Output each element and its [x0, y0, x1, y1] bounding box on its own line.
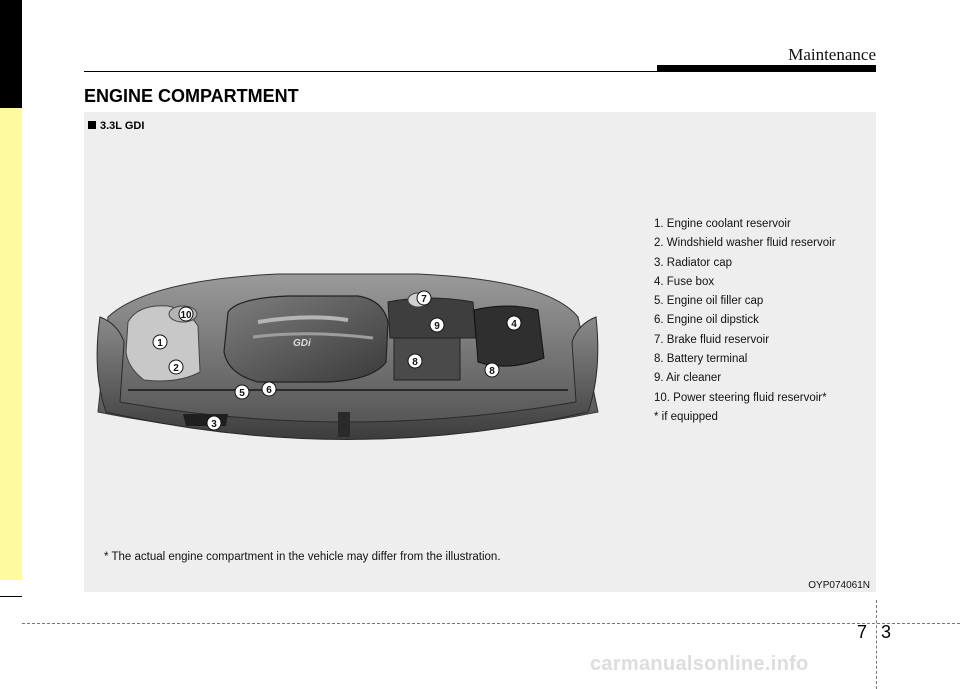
figure-code: OYP074061N [808, 580, 870, 591]
footer-dashed-rule [22, 623, 960, 624]
air-cleaner [388, 298, 476, 338]
fuse-box [474, 306, 544, 366]
header-bar [657, 65, 876, 72]
footer-dashed-divider [876, 600, 877, 689]
callout-number: 6 [266, 385, 272, 396]
legend-item: 10. Power steering fluid reservoir* [654, 391, 827, 404]
legend-item: 1. Engine coolant reservoir [654, 218, 791, 230]
battery [394, 338, 460, 380]
engine-cover-logo: GDi [293, 338, 311, 349]
illustration-footnote: * The actual engine compartment in the vehicle may differ from the illustration. [104, 551, 501, 563]
callout-number: 10 [180, 310, 192, 321]
legend-item: 2. Windshield washer fluid reservoir [654, 237, 836, 250]
callout-number: 4 [511, 319, 517, 330]
square-bullet-icon [88, 121, 96, 129]
watermark-text: carmanualsonline.info [590, 653, 809, 675]
callout-number: 9 [434, 321, 440, 332]
side-tab-yellow [0, 108, 22, 580]
legend-item: 6. Engine oil dipstick [654, 314, 759, 327]
side-tab-black [0, 0, 22, 108]
callout-number: 5 [239, 388, 245, 399]
legend-item: 8. Battery terminal [654, 353, 748, 366]
page-title: ENGINE COMPARTMENT [84, 86, 299, 106]
side-rule [0, 596, 22, 597]
legend-item: 4. Fuse box [654, 275, 715, 288]
callout-number: 7 [421, 294, 427, 305]
header-section-title: Maintenance [788, 45, 876, 64]
legend-footnote: * if equipped [654, 410, 718, 423]
legend-item: 7. Brake fluid reservoir [654, 333, 770, 346]
engine-compartment-illustration [88, 262, 608, 457]
callout-number: 1 [157, 338, 163, 349]
page-number: 3 [881, 622, 892, 642]
callout-number: 2 [173, 363, 179, 374]
callout-number: 8 [489, 366, 495, 377]
legend-item: 3. Radiator cap [654, 256, 732, 269]
variant-label-text: 3.3L GDI [100, 120, 145, 132]
callout-number: 3 [211, 419, 217, 430]
legend-item: 5. Engine oil filler cap [654, 295, 764, 308]
variant-label [88, 120, 144, 132]
callout-number: 8 [412, 357, 418, 368]
hood-latch [338, 412, 350, 437]
component-legend [654, 215, 836, 427]
legend-item: 9. Air cleaner [654, 372, 722, 385]
chapter-number: 7 [857, 622, 868, 642]
